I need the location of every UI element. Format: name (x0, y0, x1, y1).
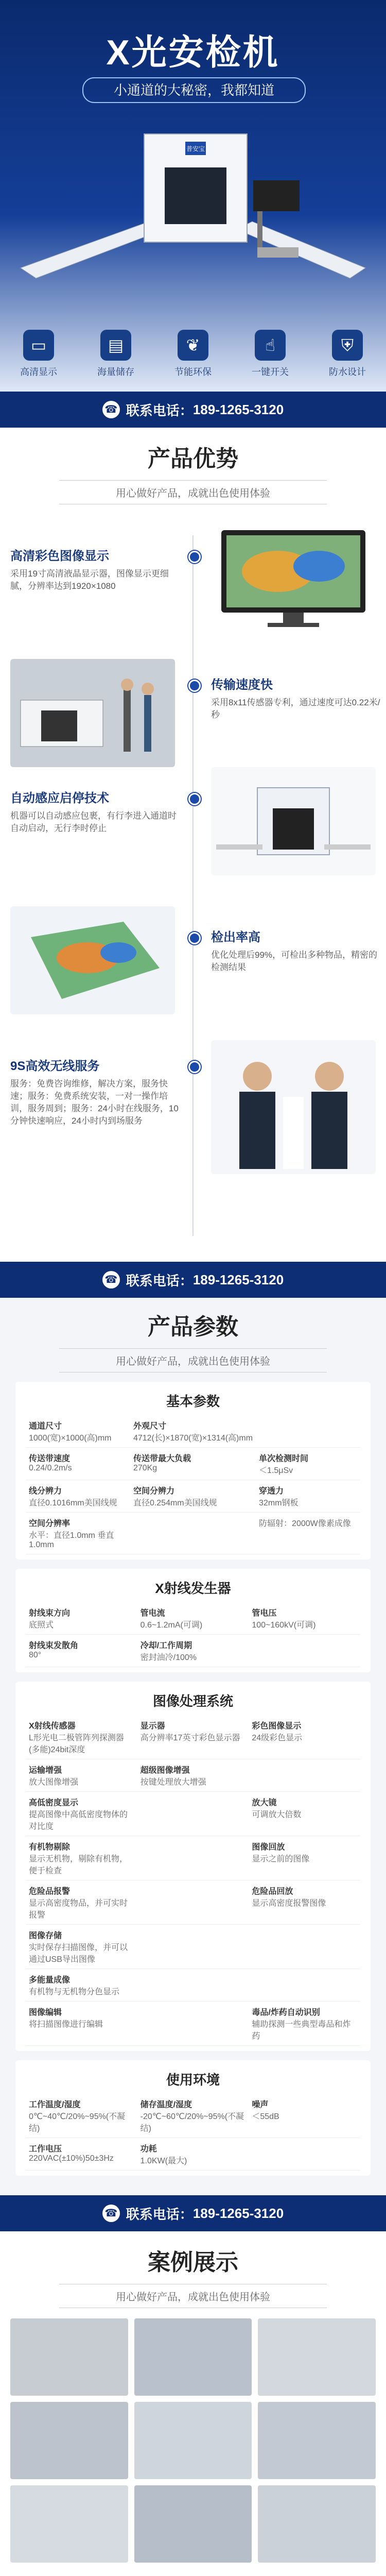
section-subtitle: 用心做好产品，成就出色使用体验 (59, 480, 327, 504)
spec-key: 射线束发散角 (29, 1641, 79, 1650)
spec-cell (137, 1635, 249, 1667)
spec-cell (256, 1513, 360, 1554)
spec-key: 彩色图像显示 (252, 1722, 302, 1731)
spec-key: 穿透力 (259, 1487, 284, 1496)
phone-icon: ☎ (102, 2205, 120, 2222)
spec-cell (256, 1448, 360, 1480)
spec-key: X射线传感器 (29, 1722, 76, 1731)
feature-item (85, 330, 147, 378)
spec-cell (137, 1602, 249, 1635)
spec-cell (249, 1602, 360, 1635)
spec-cell (137, 1759, 249, 1792)
spec-cell (130, 1448, 256, 1480)
spec-cell (26, 1969, 137, 2002)
timeline-dot (188, 932, 201, 944)
spec-value: 实时保存扫描图像，并可以通过USB导出图像 (29, 1943, 128, 1964)
spec-value: 底照式 (29, 1621, 54, 1630)
spec-cell (26, 1715, 137, 1759)
spec-cell (137, 1969, 249, 2002)
spec-key: 高低密度显示 (29, 1799, 79, 1807)
spec-key: 运输增强 (29, 1766, 62, 1775)
spec-grid (15, 1602, 371, 1667)
spec-key: 超级图像增强 (140, 1766, 190, 1775)
feature-icon-row (0, 330, 386, 378)
spec-cell (26, 1925, 137, 1969)
hotline-number[interactable]: 189-1265-3120 (192, 401, 284, 417)
timeline-dot (188, 793, 201, 805)
spec-cell (26, 1635, 137, 1667)
spec-card-title: 基本参数 (166, 1394, 220, 1409)
hotline-bar[interactable] (0, 392, 386, 428)
spec-cell (249, 1925, 360, 1969)
advantage-item (10, 788, 180, 835)
spec-value: 80° (29, 1651, 42, 1659)
spec-cell (26, 1513, 130, 1554)
timeline-dot (188, 1061, 201, 1073)
advantage-title: 高清彩色图像显示 (10, 549, 109, 563)
spec-value: 有机物与无机物分色显示 (29, 1988, 120, 1996)
feature-item (162, 330, 224, 378)
section-title: 产品参数 (148, 1314, 238, 1340)
advantages-timeline (0, 504, 386, 1262)
advantage-title: 自动感应启停技术 (10, 791, 109, 805)
section-title: 产品优势 (148, 446, 238, 471)
spec-value: 1000(宽)×1000(高)mm (29, 1434, 112, 1443)
advantage-title: 检出率高 (211, 930, 260, 944)
advantages-section (0, 440, 386, 1262)
spec-value: 显示高密度报警图像 (252, 1899, 326, 1908)
leaf-icon: ❦ (178, 330, 208, 361)
machine-photo (211, 767, 376, 875)
case-photo (10, 2318, 128, 2396)
spec-value: 直径0.1016mm美国线规 (29, 1499, 117, 1507)
case-photo (134, 2402, 252, 2479)
phone-icon: ☎ (102, 1271, 120, 1289)
spec-cell (137, 1792, 249, 1836)
storage-icon: ▤ (100, 330, 131, 361)
spec-key: 工作电压 (29, 2145, 62, 2154)
spec-cell (26, 2094, 137, 2138)
spec-value: 防辐射：2000W像素成像 (259, 1519, 351, 1528)
hotline-label: 联系电话： (126, 1273, 193, 1289)
xray-luggage-image (10, 906, 175, 1014)
hero-brand: 普安宝 (186, 145, 205, 152)
case-photo (258, 2485, 376, 2563)
case-gallery (10, 2318, 376, 2563)
spec-cell (130, 1415, 256, 1448)
case-photo (134, 2318, 252, 2396)
spec-value: 220VAC(±10%)50±3Hz (29, 2154, 114, 2163)
spec-cell (26, 1480, 130, 1513)
spec-card-imaging (15, 1682, 371, 2051)
spec-value: 270Kg (133, 1464, 157, 1472)
advantage-item (211, 927, 381, 974)
spec-card-basic (15, 1382, 371, 1560)
spec-key: 外观尺寸 (133, 1422, 166, 1431)
spec-value: 32mm钢板 (259, 1499, 299, 1507)
service-staff-image (211, 1040, 376, 1174)
spec-value: 高分辨率17英寸彩色显示器 (140, 1734, 240, 1742)
spec-key: 显示器 (140, 1722, 165, 1731)
spec-key: 危险品回放 (252, 1887, 293, 1896)
spec-value: 提高图像中高低密度物体的对比度 (29, 1810, 128, 1831)
spec-key: 空间分辨率 (29, 1519, 71, 1528)
spec-value: 水平：直径1.0mm 垂直1.0mm (29, 1531, 114, 1549)
spec-cell (249, 1969, 360, 2002)
spec-cell (249, 2094, 360, 2138)
spec-cell (249, 1759, 360, 1792)
case-photo (258, 2402, 376, 2479)
spec-card-generator (15, 1569, 371, 1672)
spec-key: 多能量成像 (29, 1976, 71, 1985)
hotline-number[interactable]: 189-1265-3120 (192, 1272, 284, 1287)
spec-cell (130, 1513, 256, 1554)
feature-label: 防水设计 (329, 367, 366, 377)
feature-item (239, 330, 301, 378)
spec-cell (256, 1480, 360, 1513)
spec-cell (256, 1415, 360, 1448)
hotline-label: 联系电话： (126, 2206, 193, 2222)
spec-key: 通道尺寸 (29, 1422, 62, 1431)
spec-key: 单次检测时间 (259, 1454, 309, 1463)
timeline-line (192, 535, 194, 1236)
spec-key: 有机物剔除 (29, 1843, 71, 1852)
spec-grid (15, 1715, 371, 2046)
spec-key: 功耗 (140, 2145, 157, 2154)
hero-subtitle: 小通道的大秘密，我都知道 (82, 77, 306, 103)
spec-cell (137, 2138, 249, 2171)
spec-cell (130, 1480, 256, 1513)
spec-key: 储存温度/湿度 (140, 2100, 192, 2109)
spec-key: 毒品/炸药自动识别 (252, 2008, 320, 2017)
spec-cell (26, 1759, 137, 1792)
spec-cell (249, 1880, 360, 1925)
advantage-item (211, 674, 381, 721)
spec-key: 空间分辨力 (133, 1487, 174, 1496)
spec-value: 24级彩色显示 (252, 1734, 303, 1742)
spec-value: 4712(长)×1870(宽)×1314(高)mm (133, 1434, 253, 1443)
spec-key: 管电流 (140, 1609, 165, 1618)
feature-label: 高清显示 (20, 367, 57, 377)
spec-cell (249, 1715, 360, 1759)
spec-cell (26, 1448, 130, 1480)
spec-cell (26, 1880, 137, 1925)
advantage-item (10, 546, 180, 592)
spec-key: 放大镜 (252, 1799, 277, 1807)
specs-section (0, 1298, 386, 2195)
spec-cell (249, 1836, 360, 1880)
advantage-desc: 服务：免费咨询维修，解决方案，服务快速；服务：免费系统安装，一对一操作培训，服务周到；服务：24小时在线服务，10分钟快速响应，24小时内到场服务 (10, 1079, 179, 1126)
hotline-label: 联系电话： (126, 402, 193, 418)
phone-icon: ☎ (102, 401, 120, 418)
spec-value: 显示无机物，剔除有机物，便于检查 (29, 1855, 128, 1875)
spec-key: 线分辨力 (29, 1487, 62, 1496)
spec-card-environment (15, 2060, 371, 2176)
spec-value: ＜1.5μSv (259, 1466, 293, 1475)
spec-key: 传送带速度 (29, 1454, 71, 1463)
case-photo (10, 2485, 128, 2563)
hotline-number[interactable]: 189-1265-3120 (192, 2205, 284, 2221)
spec-value: 0.6~1.2mA(可调) (140, 1621, 203, 1630)
spec-cell (26, 1602, 137, 1635)
section-subtitle: 用心做好产品，成就出色使用体验 (59, 1348, 327, 1372)
section-subtitle: 用心做好产品，成就出色使用体验 (59, 2284, 327, 2308)
spec-value: 100~160kV(可调) (252, 1621, 316, 1630)
spec-value: 0.24/0.2m/s (29, 1464, 72, 1472)
spec-value: ＜55dB (252, 2112, 279, 2121)
advantage-desc: 采用19寸高清液晶显示器，图像显示更细腻，分辨率达到1920×1080 (10, 569, 169, 591)
timeline-dot (188, 551, 201, 563)
hero-title: X光安检机 (106, 33, 280, 72)
spec-cell (137, 1836, 249, 1880)
spec-cell (249, 2138, 360, 2171)
feature-label: 海量储存 (97, 367, 134, 377)
spec-cell (26, 2138, 137, 2171)
advantage-desc: 机器可以自动感应包裹，有行李进入通道时自动启动，无行李时停止 (10, 811, 177, 833)
advantage-title: 传输速度快 (211, 678, 273, 692)
spec-key: 噪声 (252, 2100, 269, 2109)
spec-cell (249, 2002, 360, 2046)
spec-cell (26, 1836, 137, 1880)
spec-key: 危险品报警 (29, 1887, 71, 1896)
spec-value: -20℃~60℃/20%~95%(不凝结) (140, 2112, 244, 2133)
spec-key: 管电压 (252, 1609, 277, 1618)
spec-value: 放大图像增强 (29, 1778, 79, 1787)
spec-cell (137, 1715, 249, 1759)
spec-cell (249, 1792, 360, 1836)
spec-key: 射线束方向 (29, 1609, 71, 1618)
spec-value: 1.0KW(最大) (140, 2157, 187, 2165)
advantage-item (10, 1056, 180, 1127)
spec-value: L形光电二极管阵列探测器(多能)24bit深度 (29, 1734, 124, 1754)
hotline-bar[interactable] (0, 1262, 386, 1298)
case-photo (258, 2318, 376, 2396)
spec-cell (249, 1635, 360, 1667)
spec-key: 图像回放 (252, 1843, 285, 1852)
spec-key: 冷却/工作周期 (140, 1641, 192, 1650)
airport-scene-image (10, 659, 175, 767)
xray-machine-illustration (15, 118, 371, 289)
feature-item (8, 330, 69, 378)
spec-card-title: 使用环境 (166, 2072, 220, 2088)
screen-icon: ▭ (23, 330, 54, 361)
spec-value: 将扫描图像进行编辑 (29, 2020, 103, 2029)
spec-card-title: 图像处理系统 (152, 1693, 233, 1709)
spec-cell (137, 1880, 249, 1925)
spec-value: 直径0.254mm美国线规 (133, 1499, 217, 1507)
advantage-desc: 采用8x11传感器专利，通过速度可达0.22米/秒 (211, 698, 380, 720)
feature-item (317, 330, 378, 378)
advantage-title: 9S高效无线服务 (10, 1059, 100, 1073)
spec-value: 显示之前的图像 (252, 1855, 310, 1863)
hero-banner (0, 0, 386, 392)
spec-value: 0℃~40℃/20%~95%(不凝结) (29, 2112, 126, 2133)
monitor-image (211, 525, 376, 633)
spec-cell (137, 2002, 249, 2046)
spec-value: 辅助探测一些典型毒品和炸药 (252, 2020, 351, 2041)
feature-label: 一键开关 (252, 367, 289, 377)
case-photo (134, 2485, 252, 2563)
spec-cell (26, 1415, 130, 1448)
section-title: 案例展示 (148, 2250, 238, 2275)
hotline-bar[interactable] (0, 2195, 386, 2231)
spec-cell (137, 2094, 249, 2138)
spec-key: 工作温度/湿度 (29, 2100, 81, 2109)
spec-value: 按键处理放大增强 (140, 1778, 206, 1787)
spec-grid (15, 1415, 371, 1554)
spec-key: 图像存储 (29, 1931, 62, 1940)
spec-value: 可调放大倍数 (252, 1810, 302, 1819)
spec-value: 密封油冷/100% (140, 1653, 197, 1662)
hand-icon: ☝ (255, 330, 286, 361)
spec-key: 图像编辑 (29, 2008, 62, 2017)
cases-section (0, 2244, 386, 2563)
spec-key: 传送带最大负载 (133, 1454, 191, 1463)
advantage-desc: 优化处理后99%，可检出多种物品，精密的检测结果 (211, 950, 378, 972)
spec-cell (26, 1792, 137, 1836)
feature-label: 节能环保 (174, 367, 212, 377)
case-photo (10, 2402, 128, 2479)
spec-value: 显示高密度物品，并可实时报警 (29, 1899, 128, 1920)
spec-cell (26, 2002, 137, 2046)
spec-cell (137, 1925, 249, 1969)
timeline-dot (188, 680, 201, 692)
shield-icon: ⛨ (332, 330, 363, 361)
spec-grid (15, 2094, 371, 2171)
spec-card-title: X射线发生器 (155, 1581, 231, 1596)
